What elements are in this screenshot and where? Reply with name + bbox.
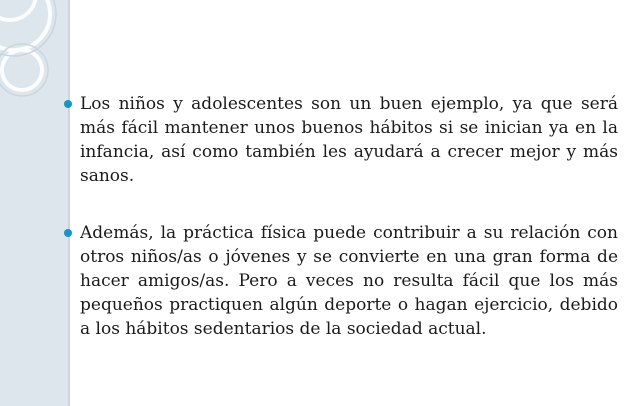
bullet-item bbox=[60, 221, 618, 341]
decorative-circle bbox=[0, 0, 50, 50]
bullet-text: Además, la práctica física puede contribuir a su relación con otros niños/as o jóvenes y se convierte en una gran forma de hacer amigos/as. Pero a veces no resulta fácil que los más pequeños practiquen algún deporte o hagan ejercicio, debido a los hábitos sedentarios de la sociedad actual. bbox=[80, 223, 618, 339]
bullet-dot-icon bbox=[64, 100, 72, 108]
slide-content bbox=[60, 92, 618, 341]
decorative-circle bbox=[0, 0, 36, 20]
bullet-text: Los niños y adolescentes son un buen ejemplo, ya que será más fácil mantener unos buenos hábitos si se inician ya en la infancia, así como también les ayudará a crecer mejor y más sanos. bbox=[80, 94, 618, 186]
bullet-dot-icon bbox=[64, 229, 72, 237]
bullet-item bbox=[60, 92, 618, 188]
